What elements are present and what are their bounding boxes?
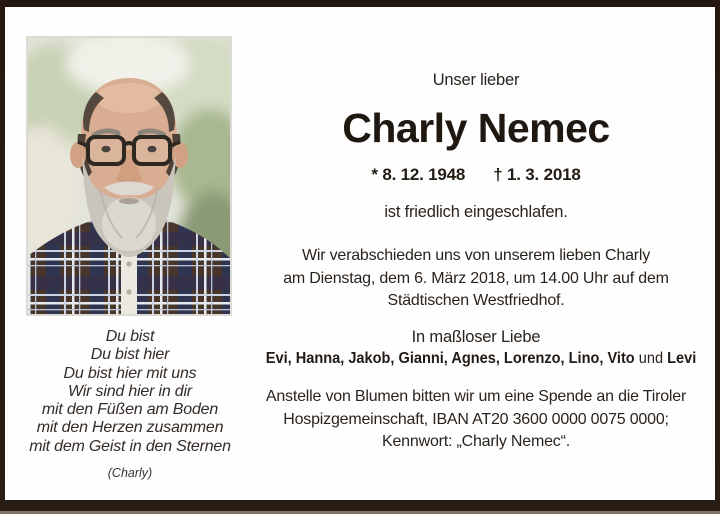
donation-paragraph bbox=[245, 386, 707, 454]
obituary-card bbox=[5, 7, 715, 500]
family-names: Evi, Hanna, Jakob, Gianni, Agnes, Lorenzo, Lino, Vito bbox=[265, 350, 635, 367]
names-connector: und bbox=[638, 350, 664, 367]
death-date: † 1. 3. 2018 bbox=[493, 165, 581, 184]
birth-date: * 8. 12. 1948 bbox=[371, 165, 466, 184]
farewell-line: Städtischen Westfriedhof. bbox=[387, 292, 565, 309]
closing-line: In maßloser Liebe bbox=[411, 328, 541, 346]
intro-line: Unser lieber bbox=[432, 71, 520, 89]
notice-text-column bbox=[245, 7, 707, 500]
farewell-paragraph bbox=[245, 245, 707, 313]
poem-line: mit dem Geist in den Sternen bbox=[29, 437, 231, 455]
deceased-name: Charly Nemec bbox=[342, 105, 610, 151]
family-names-line bbox=[265, 350, 697, 368]
farewell-line: Wir verabschieden uns von unserem lieben Charly bbox=[301, 247, 651, 264]
portrait-photo bbox=[26, 36, 232, 316]
poem-line: Wir sind hier in dir bbox=[68, 382, 192, 400]
poem-line: Du bist hier mit uns bbox=[63, 364, 197, 382]
poem-signature: (Charly) bbox=[107, 466, 153, 480]
donation-line: Hospizgemeinschaft, IBAN AT20 3600 0000 0075 0000; bbox=[283, 410, 669, 428]
life-dates bbox=[245, 165, 707, 185]
poem-line: mit den Herzen zusammen bbox=[36, 419, 224, 437]
donation-line: Kennwort: „Charly Nemec“. bbox=[382, 433, 570, 450]
farewell-line: am Dienstag, dem 6. März 2018, um 14.00 Uhr auf dem bbox=[283, 269, 669, 287]
memorial-poem bbox=[5, 328, 255, 456]
poem-line: Du bist hier bbox=[90, 346, 170, 364]
donation-line: Anstelle von Blumen bitten wir um eine Spende an die Tiroler bbox=[265, 388, 687, 405]
passed-away-line: ist friedlich eingeschlafen. bbox=[384, 203, 568, 221]
family-last-name: Levi bbox=[667, 350, 697, 367]
portrait-illustration bbox=[28, 38, 230, 314]
poem-line: mit den Füßen am Boden bbox=[41, 401, 219, 419]
poem-line: Du bist bbox=[105, 328, 155, 345]
